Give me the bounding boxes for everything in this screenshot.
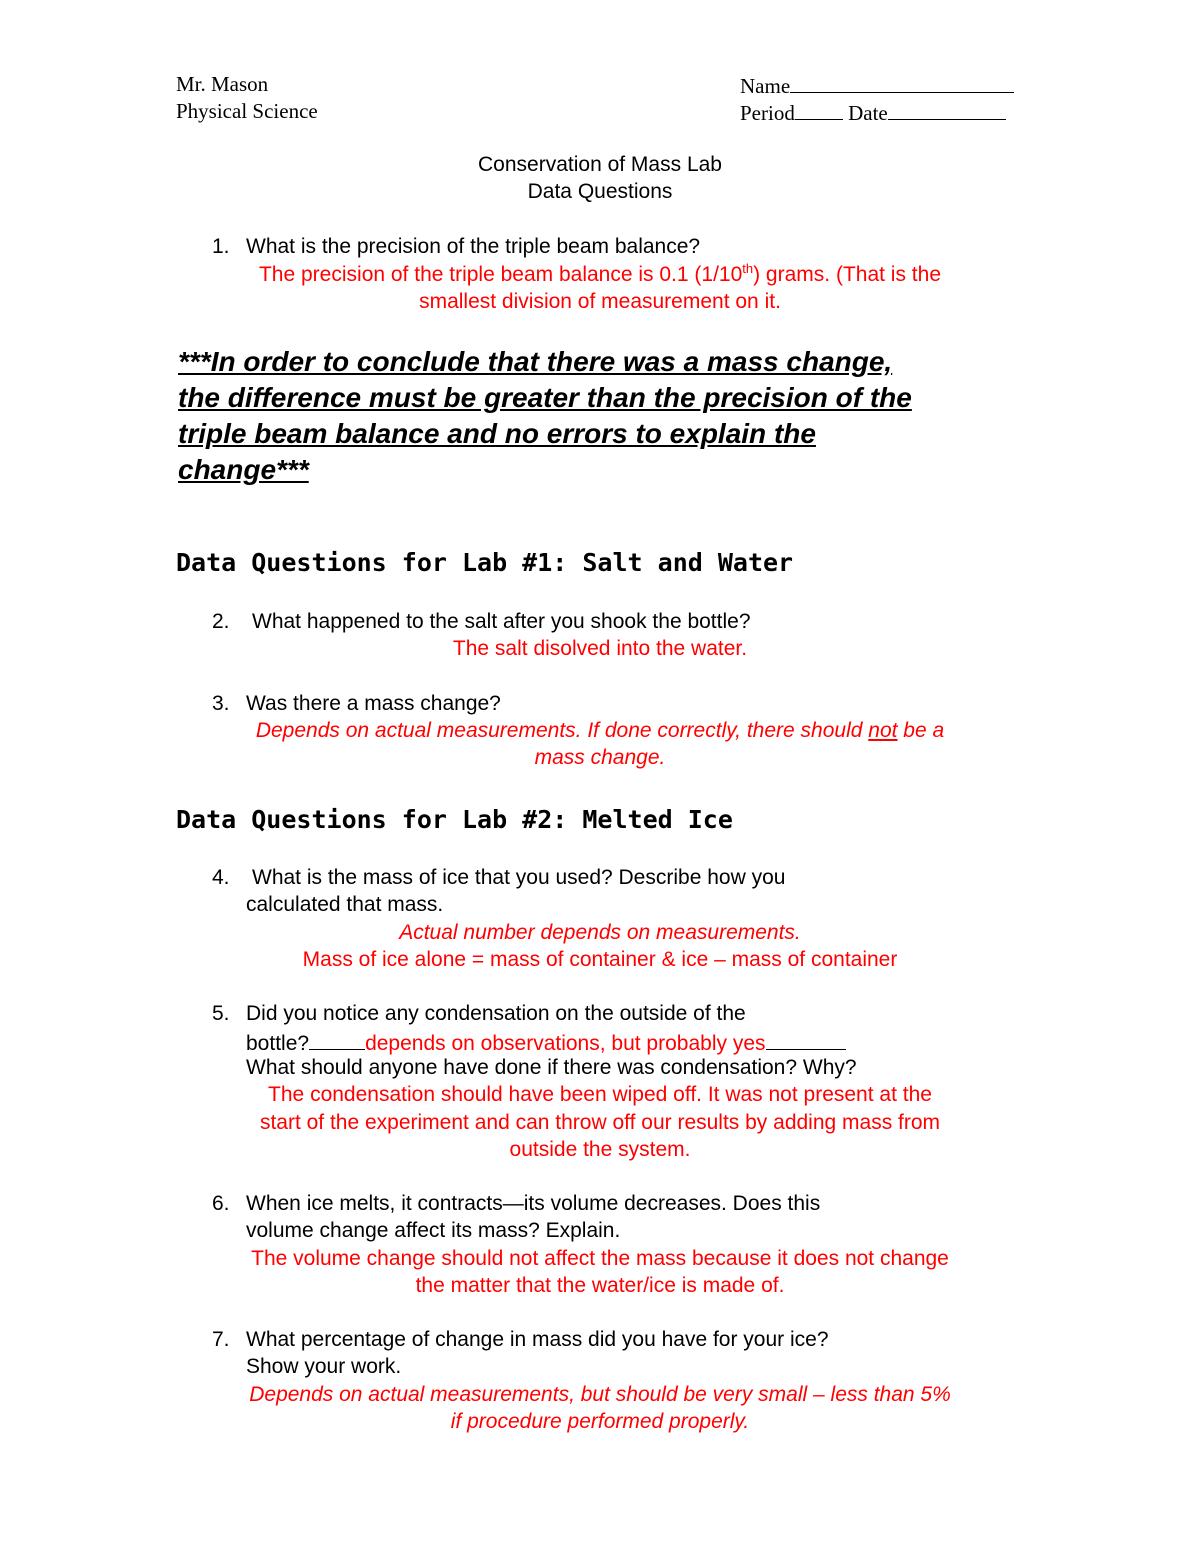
- answer-superscript: th: [742, 261, 754, 276]
- answer-text: be a: [897, 719, 945, 742]
- course-name: Physical Science: [176, 99, 318, 123]
- name-label: Name: [740, 74, 791, 98]
- question-number: 7.: [212, 1328, 230, 1351]
- answer-4-line2: Mass of ice alone = mass of container & ice – mass of container: [302, 948, 898, 971]
- question-5-line3: What should anyone have done if there was condensation? Why?: [246, 1056, 857, 1079]
- question-2: [212, 610, 751, 634]
- answer-blank: [309, 1029, 365, 1050]
- answer-1-line2: smallest division of measurement on it.: [419, 290, 781, 313]
- question-number: 5.: [212, 1002, 230, 1025]
- date-label: Date: [848, 101, 888, 125]
- question-text: Did you notice any condensation on the outside of the: [246, 1002, 746, 1025]
- answer-2: The salt disolved into the water.: [452, 637, 748, 660]
- period-blank: [795, 99, 843, 120]
- question-text: What is the mass of ice that you used? Describe how you: [252, 866, 786, 889]
- answer-5-line3: outside the system.: [509, 1138, 691, 1161]
- answer-6-line1: The volume change should not affect the mass because it does not change: [251, 1247, 949, 1270]
- answer-text: Depends on actual measurements. If done correctly, there should: [255, 719, 869, 742]
- answer-1-line1: [0, 263, 1200, 287]
- note-line-2: the difference must be greater than the precision of the: [178, 382, 912, 413]
- answer-6-line2: the matter that the water/ice is made of.: [415, 1274, 785, 1297]
- question-6: [212, 1192, 820, 1216]
- section-heading-lab-1: Data Questions for Lab #1: Salt and Water: [176, 548, 794, 577]
- answer-7-line1: Depends on actual measurements, but should be very small – less than 5%: [249, 1383, 951, 1406]
- question-text: What happened to the salt after you shook the bottle?: [252, 610, 751, 633]
- answer-5-line1: The condensation should have been wiped off. It was not present at the: [268, 1083, 932, 1106]
- question-6-line2: volume change affect its mass? Explain.: [246, 1219, 621, 1242]
- answer-blank: [766, 1029, 846, 1050]
- answer-4-line1: Actual number depends on measurements.: [399, 921, 801, 944]
- question-number: 1.: [212, 235, 230, 258]
- question-3: [212, 692, 501, 716]
- answer-3-line1: [0, 719, 1200, 743]
- name-blank: [790, 72, 1014, 93]
- question-4-line2: calculated that mass.: [246, 893, 444, 916]
- answer-5-line2: start of the experiment and can throw off our results by adding mass from: [259, 1111, 941, 1134]
- question-text: bottle?: [246, 1032, 310, 1055]
- inline-answer: depends on observations, but probably yes: [365, 1032, 766, 1055]
- question-1: [212, 235, 700, 259]
- question-text: What is the precision of the triple beam balance?: [246, 235, 701, 258]
- question-text: What percentage of change in mass did you have for your ice?: [246, 1328, 829, 1351]
- question-number: 6.: [212, 1192, 230, 1215]
- answer-text: The precision of the triple beam balance is 0.1 (1/10: [258, 263, 743, 286]
- question-number: 4.: [212, 866, 230, 889]
- question-5: [212, 1002, 746, 1026]
- teacher-name: Mr. Mason: [176, 72, 269, 96]
- note-line-4: change***: [178, 454, 309, 485]
- date-blank: [888, 99, 1006, 120]
- page-subtitle: Data Questions: [527, 180, 673, 203]
- answer-emphasis: not: [868, 719, 898, 742]
- name-field: [740, 72, 1014, 99]
- period-date-field: [740, 99, 1006, 126]
- page-title: Conservation of Mass Lab: [478, 153, 722, 176]
- question-text: When ice melts, it contracts—its volume decreases. Does this: [246, 1192, 821, 1215]
- section-heading-lab-2: Data Questions for Lab #2: Melted Ice: [176, 805, 733, 834]
- question-7: [212, 1328, 829, 1352]
- question-5-line2: [246, 1029, 846, 1056]
- note-line-1: ***In order to conclude that there was a mass change,: [178, 346, 893, 377]
- question-number: 3.: [212, 692, 230, 715]
- answer-7-line2: if procedure performed properly.: [450, 1410, 750, 1433]
- note-line-3: triple beam balance and no errors to explain the: [178, 418, 816, 449]
- question-4: [212, 866, 785, 890]
- answer-3-line2: mass change.: [534, 746, 666, 769]
- question-7-line2: Show your work.: [246, 1355, 402, 1378]
- question-text: Was there a mass change?: [246, 692, 501, 715]
- answer-text: ) grams. (That is the: [753, 263, 941, 286]
- period-label: Period: [740, 101, 795, 125]
- question-number: 2.: [212, 610, 230, 633]
